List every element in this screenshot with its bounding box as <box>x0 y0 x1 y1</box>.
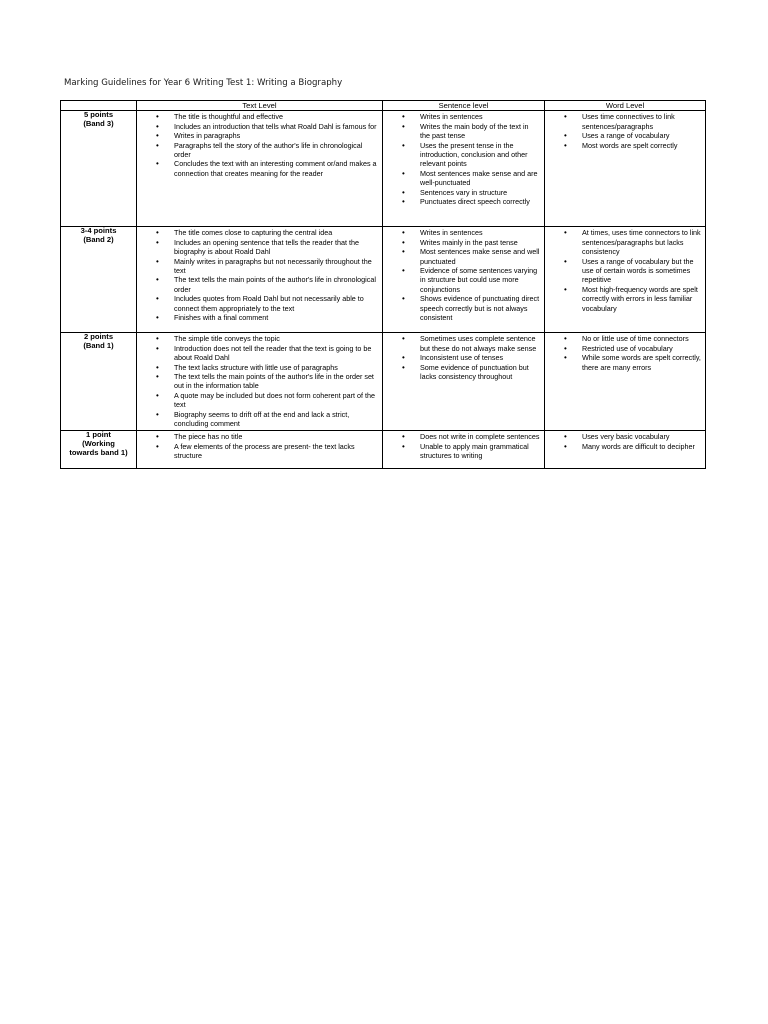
band-cell <box>61 111 137 227</box>
criterion-item: • Sentences vary in structure <box>383 188 540 197</box>
word-level-cell <box>545 333 706 431</box>
criterion-item: • Uses the present tense in the introduction, conclusion and other relevant points <box>383 141 540 169</box>
criterion-item: • Most high-frequency words are spelt correctly with errors in less familiar vocabulary <box>545 285 701 313</box>
criterion-item: • Uses a range of vocabulary but the use of certain words is sometimes repetitive <box>545 257 701 285</box>
sentence-level-cell <box>383 431 545 469</box>
criterion-item: • The piece has no title <box>137 432 378 441</box>
text-level-cell <box>137 111 383 227</box>
band-label-line: 3-4 points <box>80 226 117 236</box>
criterion-item: • The title is thoughtful and effective <box>137 112 378 121</box>
criterion-item: • The text tells the main points of the author's life in the order set out in the information table <box>137 372 378 391</box>
word-level-cell <box>545 227 706 333</box>
criterion-item: • Some evidence of punctuation but lacks consistency throughout <box>383 363 540 382</box>
header-word-level: Word Level <box>545 101 706 111</box>
criterion-item: • Includes quotes from Roald Dahl but not necessarily able to connect them appropriately to the text <box>137 294 378 313</box>
criterion-item: • Sometimes uses complete sentence but these do not always make sense <box>383 334 540 353</box>
criterion-item: • Most sentences make sense and are well-punctuated <box>383 169 540 188</box>
criterion-item: • Finishes with a final comment <box>137 313 378 322</box>
criterion-item: • Writes the main body of the text in the past tense <box>383 122 540 141</box>
band-cell <box>61 333 137 431</box>
criterion-item: • Most words are spelt correctly <box>545 141 701 150</box>
criterion-item: • Most sentences make sense and well punctuated <box>383 247 540 266</box>
table-row <box>61 333 706 431</box>
criterion-item: • Includes an opening sentence that tells the reader that the biography is about Roald Dahl <box>137 238 378 257</box>
band-label-line: 1 point <box>86 430 111 440</box>
document-title: Marking Guidelines for Year 6 Writing Test 1: Writing a Biography <box>64 78 343 88</box>
band-label-line: 2 points <box>83 332 114 342</box>
criterion-item: • Uses a range of vocabulary <box>545 131 701 140</box>
criterion-item: • At times, uses time connectors to link sentences/paragraphs but lacks consistency <box>545 228 701 256</box>
header-band <box>61 101 137 111</box>
criteria-list <box>383 111 544 206</box>
criteria-list <box>383 227 544 322</box>
criterion-item: • Writes in paragraphs <box>137 131 378 140</box>
criteria-list <box>383 431 544 460</box>
criterion-item: • Writes in sentences <box>383 228 540 237</box>
text-level-cell <box>137 227 383 333</box>
criteria-list <box>545 111 705 150</box>
marking-guidelines-table <box>60 100 706 469</box>
text-level-cell <box>137 333 383 431</box>
criterion-item: • Includes an introduction that tells what Roald Dahl is famous for <box>137 122 378 131</box>
criterion-item: • Introduction does not tell the reader that the text is going to be about Roald Dahl <box>137 344 378 363</box>
criterion-item: • Punctuates direct speech correctly <box>383 197 540 206</box>
band-cell <box>61 431 137 469</box>
criterion-item: • Evidence of some sentences varying in structure but could use more conjunctions <box>383 266 540 294</box>
criteria-list <box>545 227 705 313</box>
criterion-item: • Does not write in complete sentences <box>383 432 540 441</box>
band-cell <box>61 227 137 333</box>
criterion-item: • No or little use of time connectors <box>545 334 701 343</box>
table-header-row <box>61 101 706 111</box>
table-row <box>61 227 706 333</box>
word-level-cell <box>545 111 706 227</box>
criteria-list <box>137 111 382 178</box>
criterion-item: • Shows evidence of punctuating direct speech correctly but is not always consistent <box>383 294 540 322</box>
criterion-item: • The simple title conveys the topic <box>137 334 378 343</box>
criteria-list <box>137 333 382 428</box>
criterion-item: • Restricted use of vocabulary <box>545 344 701 353</box>
header-text-level: Text Level <box>137 101 383 111</box>
band-label-line: (Band 1) <box>83 341 114 350</box>
word-level-cell <box>545 431 706 469</box>
criterion-item: • Many words are difficult to decipher <box>545 442 701 451</box>
criterion-item: • A few elements of the process are present- the text lacks structure <box>137 442 378 461</box>
criteria-list <box>545 333 705 372</box>
sentence-level-cell <box>383 333 545 431</box>
sentence-level-cell <box>383 227 545 333</box>
criterion-item: • Writes mainly in the past tense <box>383 238 540 247</box>
table-row <box>61 111 706 227</box>
criterion-item: • Mainly writes in paragraphs but not necessarily throughout the text <box>137 257 378 276</box>
criterion-item: • While some words are spelt correctly, there are many errors <box>545 353 701 372</box>
band-label-line: 5 points <box>83 110 114 120</box>
band-label-line: (Working <box>82 439 115 448</box>
criteria-list <box>137 227 382 322</box>
band-label-line: (Band 2) <box>83 235 114 244</box>
band-label-line: (Band 3) <box>83 119 114 128</box>
criterion-item: • The text tells the main points of the author's life in chronological order <box>137 275 378 294</box>
band-label-line: towards band 1) <box>69 447 128 457</box>
criterion-item: • Uses time connectives to link sentences/paragraphs <box>545 112 701 131</box>
sentence-level-cell <box>383 111 545 227</box>
criterion-item: • Unable to apply main grammatical structures to writing <box>383 442 540 461</box>
criterion-item: • Inconsistent use of tenses <box>383 353 540 362</box>
criterion-item: • The text lacks structure with little use of paragraphs <box>137 363 378 372</box>
criterion-item: • The title comes close to capturing the central idea <box>137 228 378 237</box>
criterion-item: • Biography seems to drift off at the end and lack a strict, concluding comment <box>137 410 378 429</box>
table-row <box>61 431 706 469</box>
criterion-item: • Paragraphs tell the story of the author's life in chronological order <box>137 141 378 160</box>
text-level-cell <box>137 431 383 469</box>
criteria-list <box>383 333 544 381</box>
header-sentence-level: Sentence level <box>383 101 545 111</box>
criterion-item: • Concludes the text with an interesting comment or/and makes a connection that creates meaning for the reader <box>137 159 378 178</box>
criteria-list <box>137 431 382 460</box>
criteria-list <box>545 431 705 451</box>
criterion-item: • A quote may be included but does not form coherent part of the text <box>137 391 378 410</box>
criterion-item: • Writes in sentences <box>383 112 540 121</box>
criterion-item: • Uses very basic vocabulary <box>545 432 701 441</box>
